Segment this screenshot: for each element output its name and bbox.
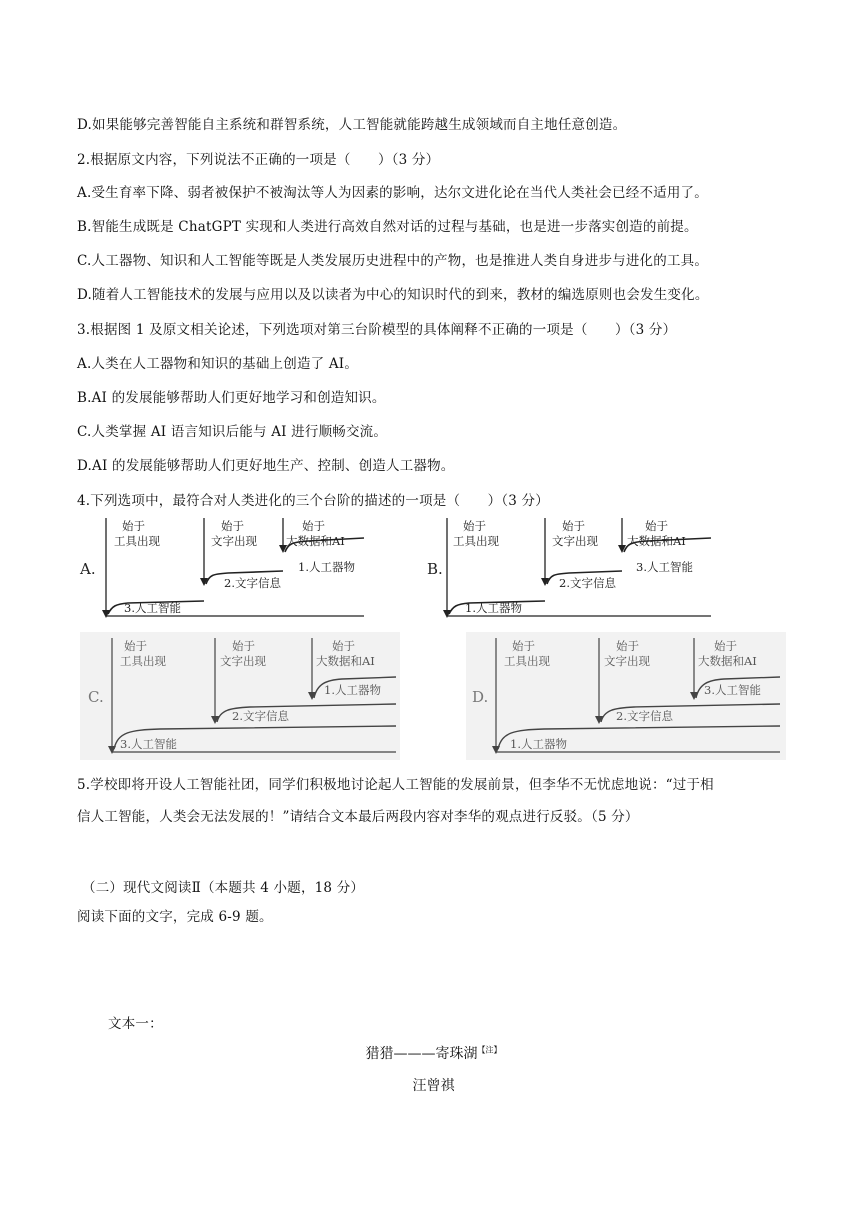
q3-option-a: A.人类在人工器物和知识的基础上创造了 AI。 [77,356,359,372]
diagram-b-letter: B. [427,560,443,578]
q3-option-c: C.人类掌握 AI 语言知识后能与 AI 进行顺畅交流。 [77,424,388,440]
diagram-d-start-1b: 工具出现 [504,654,550,668]
q3-option-b: B.AI 的发展能够帮助人们更好地学习和创造知识。 [77,390,386,406]
diagram-d-start-2b: 文字出现 [604,654,650,668]
question-3: 3.根据图 1 及原文相关论述，下列选项对第三台阶模型的具体阐释不正确的一项是（ ）（3 分） [77,322,677,338]
q2-option-b: B.智能生成既是 ChatGPT 实现和人类进行高效自然对话的过程与基础，也是进一步落实创造的前提。 [77,219,698,235]
diagram-c-stage-1: 3.人工智能 [120,737,177,751]
diagram-a-start-1b: 工具出现 [114,534,160,548]
article-author: 汪曾祺 [412,1078,455,1094]
diagram-b-start-2b: 文字出现 [552,534,598,548]
section-title: （二）现代文阅读Ⅱ（本题共 4 小题，18 分） [82,880,365,896]
diagram-c-letter: C. [88,688,104,706]
diagram-c-start-1b: 工具出现 [120,654,166,668]
diagram-c-start-3b: 大数据和AI [316,654,375,668]
diagram-b-start-1a: 始于 [463,519,486,533]
stage-diagram-c-svg [80,632,400,760]
diagram-a-start-2b: 文字出现 [211,534,257,548]
diagram-b-stage-3: 3.人工智能 [636,560,693,574]
diagram-b-stage-1: 1.人工器物 [465,601,522,615]
q2-option-c: C.人工器物、知识和人工智能等既是人类发展历史进程中的产物，也是推进人类自身进步与进化的工具。 [77,253,709,269]
stage-diagram-d-svg [466,632,786,760]
diagram-b-stage-2: 2.文字信息 [559,576,616,590]
diagram-a-letter: A. [80,560,96,578]
question-5-line-2: 信人工智能，人类会无法发展的！”请结合文本最后两段内容对李华的观点进行反驳。（5 分） [77,809,639,825]
q2-option-a: A.受生育率下降、弱者被保护不被淘汰等人为因素的影响，达尔文进化论在当代人类社会已经不适用了。 [77,185,708,201]
article-title-row [0,1043,867,1063]
diagram-b-start-1b: 工具出现 [453,534,499,548]
diagram-a-start-2a: 始于 [221,519,244,533]
article-title: 猎猎———寄珠湖 [365,1046,478,1062]
diagram-option-c[interactable] [80,632,400,760]
diagram-c-start-3a: 始于 [332,639,355,653]
diagram-d-start-2a: 始于 [616,639,639,653]
diagram-b-start-3b: 大数据和AI [627,534,686,548]
diagram-c-start-1a: 始于 [124,639,147,653]
diagram-d-start-3a: 始于 [714,639,737,653]
diagram-d-stage-3: 3.人工智能 [704,683,761,697]
diagram-d-stage-1: 1.人工器物 [510,737,567,751]
diagram-a-stage-1: 3.人工智能 [124,601,181,615]
diagram-option-a[interactable] [78,514,368,624]
diagram-c-start-2b: 文字出现 [220,654,266,668]
diagram-b-start-2a: 始于 [562,519,585,533]
diagram-a-stage-2: 2.文字信息 [224,576,281,590]
diagram-a-stage-3: 1.人工器物 [298,560,355,574]
stage-diagram-b-svg [425,514,715,624]
question-2: 2.根据原文内容，下列说法不正确的一项是（ ）（3 分） [77,152,440,168]
q3-option-d: D.AI 的发展能够帮助人们更好地生产、控制、创造人工器物。 [77,458,455,474]
diagram-a-start-3a: 始于 [302,519,325,533]
question-5-line-1: 5.学校即将开设人工智能社团，同学们积极地讨论起人工智能的发展前景，但李华不无忧虑地说：“过于相 [77,777,714,793]
diagram-d-stage-2: 2.文字信息 [616,709,673,723]
diagram-d-start-3b: 大数据和AI [698,654,757,668]
article-note-marker[interactable]: 【注】 [477,1045,502,1055]
diagram-option-d[interactable] [466,632,786,760]
diagram-c-stage-2: 2.文字信息 [232,709,289,723]
question-4: 4.下列选项中，最符合对人类进化的三个台阶的描述的一项是（ ）（3 分） [77,493,549,509]
diagram-c-stage-3: 1.人工器物 [324,683,381,697]
diagram-d-start-1a: 始于 [512,639,535,653]
diagram-a-start-1a: 始于 [122,519,145,533]
text-label: 文本一： [108,1016,163,1032]
diagram-b-start-3a: 始于 [645,519,668,533]
diagram-d-letter: D. [472,688,489,706]
stage-diagram-a-svg [78,514,368,624]
q2-option-d: D.随着人工智能技术的发展与应用以及以读者为中心的知识时代的到来，教材的编选原则也会发生变化。 [77,287,709,303]
diagram-c-start-2a: 始于 [232,639,255,653]
section-instruction: 阅读下面的文字，完成 6-9 题。 [77,909,273,925]
diagram-option-b[interactable] [425,514,715,624]
option-d-q1: D.如果能够完善智能自主系统和群智系统，人工智能就能跨越生成领域而自主地任意创造。 [77,117,627,133]
diagram-a-start-3b: 大数据和AI [286,534,345,548]
